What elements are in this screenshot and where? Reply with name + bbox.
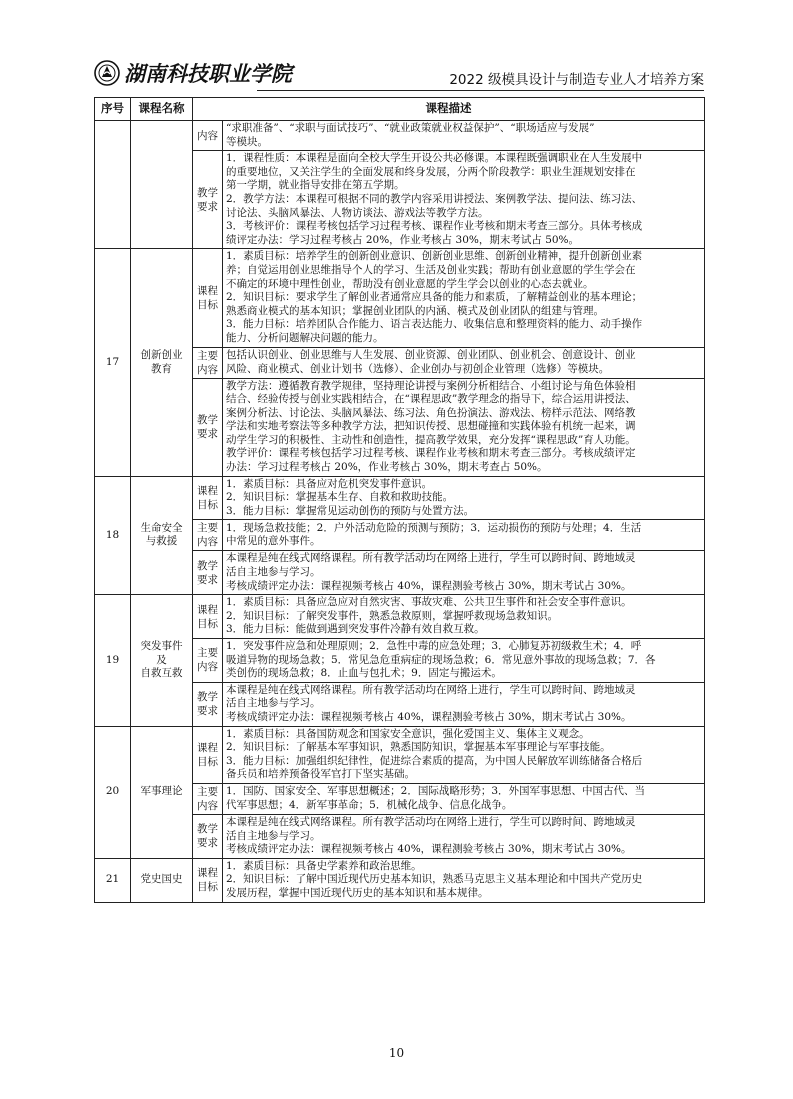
desc-cell: 1．素质目标：培养学生的创新创业意识、创新创业思维、创新创业精神，提升创新创业素 养；自觉运用创业思维指导个人的学习、生活及创业实践；帮助有创业意愿的学生学会在 不确定的环境中理性创业，帮助没有创业意愿的学生学会以创业的心态去就业。 2．知识目标：要求学生了解创业者通常应具备的能力和素质，了解精益创业的基本理论； 熟悉商业模式的基本知识；掌握创业团队的内涵、模式及创业团队的组建与管理。 3．能力目标：培养团队合作能力、语言表达能力、收集信息和整理资料的能力、动手操作 能力、分析问题解决问题的能力。	[223, 249, 705, 347]
sub-label-cell: 课程 目标	[193, 476, 223, 520]
table-row	[95, 476, 705, 520]
sub-label-cell: 教学 要求	[193, 151, 223, 249]
desc-cell: 包括认识创业、创业思维与人生发展、创业资源、创业团队、创业机会、创意设计、创业 风险、商业模式、创业计划书（选修）、企业创办与初创企业管理（选修）等模块。	[223, 347, 705, 378]
table-row	[95, 858, 705, 902]
table-row	[95, 726, 705, 783]
desc-cell: 本课程是纯在线式网络课程。所有教学活动均在网络上进行，学生可以跨时间、跨地域灵 活自主地参与学习。 考核成绩评定办法：课程视频考核占 40%，课程测验考核占 30%，期末考试占 30%。	[223, 682, 705, 726]
course-name-cell: 党史国史	[131, 858, 193, 902]
document-title: 2022 级模具设计与制造专业人才培养方案	[449, 72, 704, 88]
sub-label-cell: 课程 目标	[193, 858, 223, 902]
svg-text:湖南科技职业学院: 湖南科技职业学院	[124, 61, 292, 86]
col-header-course-desc: 课程描述	[193, 98, 705, 121]
school-logo	[94, 58, 299, 88]
desc-cell: 1．现场急救技能；2．户外活动危险的预测与预防；3．运动损伤的预防与处理；4．生活 中常见的意外事件。	[223, 520, 705, 551]
course-name-cell: 生命安全 与救援	[131, 476, 193, 595]
sub-label-cell: 内容	[193, 121, 223, 151]
course-name-cell: 创新创业 教育	[131, 249, 193, 476]
sub-label-cell: 课程 目标	[193, 726, 223, 783]
page-header	[94, 58, 704, 94]
sub-label-cell: 课程 目标	[193, 595, 223, 639]
sub-label-cell: 教学 要求	[193, 551, 223, 595]
desc-cell: 1．国防、国家安全、军事思想概述；2．国际战略形势；3．外国军事思想、中国古代、当 代军事思想；4．新军事革命；5．机械化战争、信息化战争。	[223, 783, 705, 814]
seq-cell: 20	[95, 726, 131, 858]
desc-cell: 1．课程性质：本课程是面向全校大学生开设公共必修课。本课程既强调职业在人生发展中 的重要地位，又关注学生的全面发展和终身发展，分两个阶段教学：职业生涯规划安排在 第一学期，就业指导安排在第五学期。 2．教学方法：本课程可根据不同的教学内容采用讲授法、案例教学法、提问法、练习法、 讨论法、头脑风暴法、人物访谈法、游戏法等教学方法。 3．考核评价：课程考核包括学习过程考核、课程作业考核和期末考查三部分。具体考核成 绩评定办法：学习过程考核占 20%，作业考核占 30%，期末考试占 50%。	[223, 151, 705, 249]
desc-cell: 1．素质目标：具备国防观念和国家安全意识，强化爱国主义、集体主义观念。 2．知识目标：了解基本军事知识，熟悉国防知识，掌握基本军事理论与军事技能。 3．能力目标：加强组织纪律性，促进综合素质的提高，为中国人民解放军训练储备合格后 备兵员和培养预备役军官打下坚实基础。	[223, 726, 705, 783]
sub-label-cell: 主要 内容	[193, 639, 223, 683]
seq-cell: 18	[95, 476, 131, 595]
seq-cell: 21	[95, 858, 131, 902]
desc-cell: 1．素质目标：具备应急应对自然灾害、事故灾难、公共卫生事件和社会安全事件意识。 2．知识目标：了解突发事件，熟悉急救原则，掌握呼救现场急救知识。 3．能力目标：能做到遇到突发事件冷静有效自救互救。	[223, 595, 705, 639]
table-header-row	[95, 98, 705, 121]
header-rule	[257, 90, 704, 91]
sub-label-cell: 主要 内容	[193, 520, 223, 551]
table-row	[95, 595, 705, 639]
desc-cell: 教学方法：遵循教育教学规律，坚持理论讲授与案例分析相结合、小组讨论与角色体验相 结合、经验传授与创业实践相结合，在“课程思政”教学理念的指导下，综合运用讲授法、 案例分析法、讨论法、头脑风暴法、练习法、角色扮演法、游戏法、榜样示范法、网络教 学法和实地考察法等多种教学方法，把知识传授、思想碰撞和实践体验有机统一起来，调 动学生学习的积极性、主动性和创造性，提高教学效果，充分发挥“课程思政”育人功能。 教学评价：课程考核包括学习过程考核、课程作业考核和期末考查三部分。考核成绩评定 办法：学习过程考核占 20%，作业考核占 30%，期末考查占 50%。	[223, 378, 705, 476]
seq-cell	[95, 121, 131, 249]
table-row	[95, 249, 705, 347]
course-name-cell: 军事理论	[131, 726, 193, 858]
sub-label-cell: 教学 要求	[193, 682, 223, 726]
course-name-cell: 突发事件 及 自救互救	[131, 595, 193, 726]
sub-label-cell: 主要 内容	[193, 783, 223, 814]
seq-cell: 19	[95, 595, 131, 726]
desc-cell: “求职准备”、“求职与面试技巧”、“就业政策就业权益保护”、“职场适应与发展” 等模块。	[223, 121, 705, 151]
sub-label-cell: 教学 要求	[193, 378, 223, 476]
seq-cell: 17	[95, 249, 131, 476]
desc-cell: 本课程是纯在线式网络课程。所有教学活动均在网络上进行，学生可以跨时间、跨地域灵 活自主地参与学习。 考核成绩评定办法：课程视频考核占 40%，课程测验考核占 30%，期末考试占 30%。	[223, 551, 705, 595]
desc-cell: 1．素质目标：具备应对危机突发事件意识。 2．知识目标：掌握基本生存、自救和救助技能。 3．能力目标：掌握常见运动创伤的预防与处置方法。	[223, 476, 705, 520]
page-number: 10	[388, 1046, 405, 1060]
course-table	[94, 97, 705, 903]
col-header-course-name: 课程名称	[131, 98, 193, 121]
table-row	[95, 121, 705, 151]
sub-label-cell: 课程 目标	[193, 249, 223, 347]
desc-cell: 1．突发事件应急和处理原则；2．急性中毒的应急处理；3．心肺复苏初级救生术；4．呼 吸道异物的现场急救；5．常见急危重病症的现场急救；6．常见意外事故的现场急救；7．各 类创伤的现场急救；8．止血与包扎术；9．固定与搬运术。	[223, 639, 705, 683]
sub-label-cell: 主要 内容	[193, 347, 223, 378]
desc-cell: 本课程是纯在线式网络课程。所有教学活动均在网络上进行，学生可以跨时间、跨地域灵 活自主地参与学习。 考核成绩评定办法：课程视频考核占 40%，课程测验考核占 30%，期末考试占 30%。	[223, 814, 705, 858]
desc-cell: 1．素质目标：具备史学素养和政治思维。 2．知识目标：了解中国近现代历史基本知识，熟悉马克思主义基本理论和中国共产党历史 发展历程，掌握中国近现代历史的基本知识和基本规律。	[223, 858, 705, 902]
col-header-seq: 序号	[95, 98, 131, 121]
sub-label-cell: 教学 要求	[193, 814, 223, 858]
course-name-cell	[131, 121, 193, 249]
